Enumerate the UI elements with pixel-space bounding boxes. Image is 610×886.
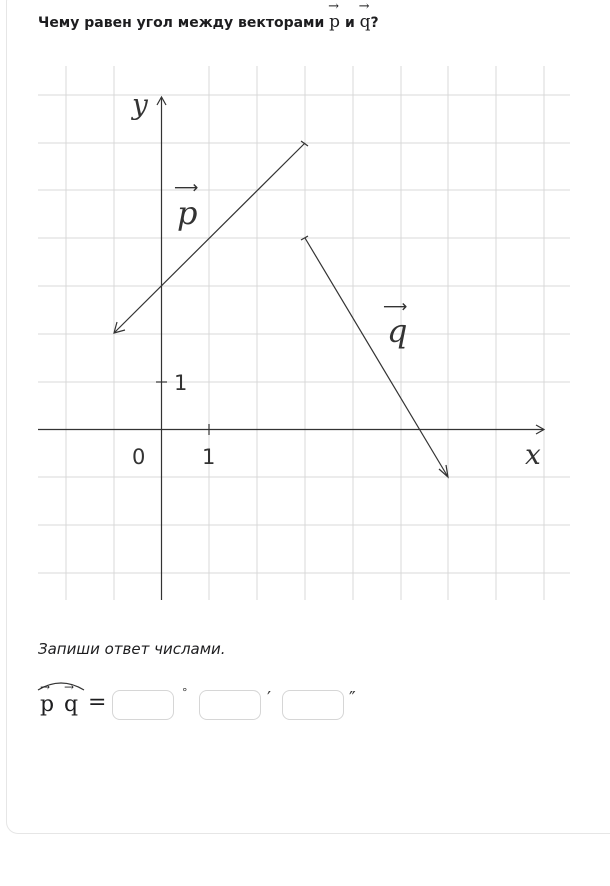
origin-label: 0 (132, 445, 146, 469)
y-tick-label: 1 (174, 371, 188, 395)
grid (38, 66, 570, 600)
arrow-head-icon (439, 465, 448, 477)
equals-sign: = (88, 690, 107, 715)
seconds-input[interactable] (282, 690, 344, 720)
instruction-text: Запиши ответ числами. (38, 640, 226, 658)
degrees-input[interactable] (112, 690, 174, 720)
answer-row (36, 680, 376, 722)
vector-arrow-icon: ⟶ (174, 178, 199, 198)
minutes-input[interactable] (199, 690, 261, 720)
vector-p (114, 141, 308, 333)
vector-arrow-icon: ⟶ (383, 297, 408, 317)
vector-q-label (383, 297, 407, 350)
vector-arrow-icon: → (328, 0, 340, 14)
vector-arrow-icon: → (358, 0, 370, 14)
vector-p-label (174, 178, 198, 232)
question-conjunction: и (344, 15, 355, 31)
question-prefix: Чему равен угол между векторами (38, 15, 325, 31)
x-tick-label: 1 (202, 445, 216, 469)
vector-p-letter: p (177, 194, 198, 232)
seconds-unit: ″ (349, 688, 356, 709)
vector-q-line (305, 238, 448, 477)
degrees-unit: ° (182, 686, 188, 699)
y-axis-label: y (132, 88, 148, 121)
vector-arrow-icon: → (40, 680, 51, 694)
formula-vector-q: q (64, 692, 79, 717)
vector-q-letter: q (387, 312, 408, 350)
formula-vector-p: p (40, 692, 55, 717)
x-axis-label: x (525, 438, 541, 471)
vector-arrow-icon: → (64, 680, 75, 694)
question-vector-p: → p (328, 0, 341, 32)
question-mark: ? (370, 15, 379, 31)
vector-q (301, 236, 448, 477)
question-vector-q: → q (358, 0, 371, 32)
minutes-unit: ′ (267, 688, 272, 709)
